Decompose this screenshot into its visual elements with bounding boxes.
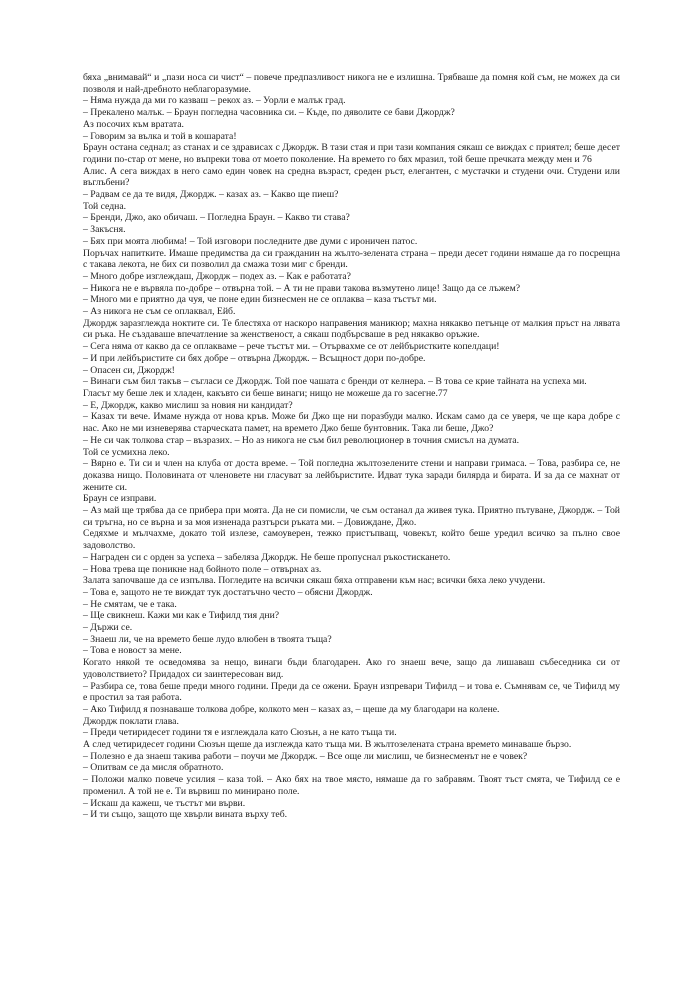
- paragraph: – Опитвам се да мисля обратното.: [83, 762, 224, 774]
- paragraph: – Бях при моята любима! – Той изговори последните две думи с ироничен патос.: [83, 235, 418, 247]
- paragraph: Браун остана седнал; аз станах и се здрависах с Джордж. В тази стая и при тази компания сякаш се виждах с приятел; беше десет години по-стар от мене, но въпреки това от моето поколение. На времето го бях мразил, той беше пречката между мен и 76: [83, 142, 620, 165]
- paragraph: – Полезно е да знаеш такива работи – поучи ме Джордж. – Все още ли мислиш, че бизнесменът не е човек?: [83, 750, 528, 762]
- paragraph: – Разбира се, това беше преди много години. Преди да се ожени. Браун изпревари Тифилд – и това е. Съмнявам се, че Тифилд му е простил за тая работа.: [83, 680, 620, 704]
- paragraph: – Няма нужда да ми го казваш – рекох аз. – Уорли е малък град.: [83, 95, 346, 107]
- paragraph: – Много ми е приятно да чуя, че поне един бизнесмен не се оплаква – каза тъстът ми.: [83, 294, 437, 306]
- paragraph: – Винаги съм бил такъв – съгласи се Джордж. Той пое чашата с бренди от келнера. – В това се крие тайната на успеха ми.: [83, 376, 587, 388]
- paragraph: Джордж заразглежда ноктите си. Те блестяха от наскоро направения маникюр; махна някакво петънце от малкия пръст на лявата си ръка. Не създаваше впечатление за женственост, а сякаш подбърсваше в ред някакво оръжие.: [83, 317, 620, 341]
- paragraph: Той се усмихна леко.: [83, 446, 170, 458]
- paragraph: – Ако Тифилд я познаваше толкова добре, колкото мен – казах аз, – щеше да му благодари на колене.: [83, 703, 500, 715]
- paragraph: – Аз май ще трябва да се прибера при моята. Да не си помисли, че съм останал да живея тука. Приятно пътуване, Джордж. – Той си тръгна, но се върна и за моя изненада разтърси ръката ми. – Довиждане, Джо.: [83, 505, 620, 528]
- paragraph: бяха „внимавай“ и „пази носа си чист“ – повече предпазливост никога не е излишна. Трябваше да помня кой съм, не можех да си позволя и най-дребното неблагоразумие.: [83, 72, 620, 95]
- paragraph: – Не си чак толкова стар – възразих. – Но аз никога не съм бил революционер в точния смисъл на думата.: [83, 434, 520, 446]
- paragraph: Аз посочих към вратата.: [83, 118, 184, 130]
- paragraph: Той седна.: [83, 200, 127, 212]
- paragraph: – Радвам се да те видя, Джордж. – казах аз. – Какво ще пиеш?: [83, 189, 339, 201]
- paragraph: – И при лейбъристите си бях добре – отвърна Джордж. – Всъщност дори по-добре.: [83, 352, 426, 364]
- paragraph: – Казах ти вече. Имаме нужда от нова кръв. Може би Джо ще ни поразбуди малко. Искам само да се уверя, че ще кара добре с нас. Ако не ми изневерява старческата памет, на времето Джо беше бунтовник. Така ли беше, Джо?: [83, 411, 620, 435]
- paragraph: – Аз никога не съм се оплаквал, Ейб.: [83, 306, 236, 318]
- paragraph: А след четиридесет години Сюзън щеше да изглежда като тъща ми. В жълтозелената страна времето минаваше бързо.: [83, 739, 572, 751]
- paragraph: – Преди четиридесет години тя е изглеждала като Сюзън, а не като тъща ти.: [83, 727, 397, 739]
- paragraph: Залата започваше да се изпълва. Погледите на всички сякаш бяха отправени към нас; всички бяха леко учудени.: [83, 575, 546, 587]
- paragraph: – Награден си с орден за успеха – забеляза Джордж. Не беше пропуснал ръкостискането.: [83, 551, 451, 563]
- paragraph: – Нова трева ще поникне над бойното поле – отвърнах аз.: [83, 563, 322, 575]
- paragraph: – Ще свикнеш. Кажи ми как е Тифилд тия дни?: [83, 610, 280, 622]
- paragraph: – Опасен си, Джордж!: [83, 364, 175, 376]
- paragraph: Поръчах напитките. Имаше предимства да си гражданин на жълто-зелената страна – преди десет години нямаше да го посрещна с такава лекота, не бих си позволил да смажа този миг с бренди.: [83, 247, 620, 271]
- paragraph: – Това е, защото не те виждат тук достатъчно често – обясни Джордж.: [83, 586, 373, 598]
- paragraph: – Не смятам, че е така.: [83, 598, 177, 610]
- paragraph: – Държи се.: [83, 622, 133, 634]
- paragraph: Алис. А сега виждах в него само един човек на средна възраст, среден ръст, елегантен, с мустачки и студени очи. Студени или въглъбени?: [83, 165, 620, 189]
- paragraph: – Вярно е. Ти си и член на клуба от доста време. – Той погледна жълтозелените стени и направи гримаса. – Това, разбира се, не доказва нищо. Половината от членовете ни гласуват за лейбъристите. Идват тука заради билярда и бирата. И за да се махнат от жените си.: [83, 458, 620, 493]
- paragraph: – Закъсня.: [83, 224, 126, 236]
- paragraph: – Говорим за вълка и той в кошарата!: [83, 130, 237, 142]
- paragraph: – Сега няма от какво да се оплакваме – рече тъстът ми. – Отървахме се от лейбъристките копелдаци!: [83, 341, 500, 353]
- paragraph: – Положи малко повече усилия – каза той. – Ако бях на твое място, нямаше да го забравям. Твоят тъст смята, че Тифилд се е променил. А той не е. Ти вървиш по минирано поле.: [83, 774, 620, 797]
- paragraph: – Прекалено малък. – Браун погледна часовника си. – Къде, по дяволите се бави Джордж?: [83, 107, 455, 119]
- paragraph: – Знаеш ли, че на времето беше лудо влюбен в твоята тъща?: [83, 633, 332, 645]
- paragraph: – Искаш да кажеш, че тъстът ми върви.: [83, 797, 246, 809]
- paragraph: Когато някой те осведомява за нещо, винаги бъди благодарен. Ако го знаеш вече, защо да лишаваш събеседника си от удоволствието? Придадох си заинтересован вид.: [83, 657, 620, 680]
- paragraph: – Това е новост за мене.: [83, 645, 182, 657]
- paragraph: Браун се изправи.: [83, 493, 157, 505]
- paragraph: Седяхме и мълчахме, докато той излезе, самоуверен, тежко пристъпващ, човекът, който беше уредил всичко за пълно свое задоволство.: [83, 528, 620, 552]
- paragraph: Гласът му беше лек и хладен, какъвто си беше винаги; нищо не можеше да го засегне.77: [83, 387, 448, 399]
- paragraph: – И ти също, защото ще хвърли вината върху теб.: [83, 809, 288, 821]
- paragraph: – Никога не е вървяла по-добре – отвърна той. – А ти не прави такова възмутено лице! Защо да се лъжем?: [83, 282, 521, 294]
- paragraph: – Бренди, Джо, ако обичаш. – Погледна Браун. – Какво ти става?: [83, 212, 350, 224]
- paragraph: Джордж поклати глава.: [83, 715, 179, 727]
- paragraph: – Е, Джордж, какво мислиш за новия ни кандидат?: [83, 399, 293, 411]
- document-page: [83, 72, 620, 821]
- paragraph: – Много добре изглеждаш, Джордж – подех аз. – Как е работата?: [83, 270, 351, 282]
